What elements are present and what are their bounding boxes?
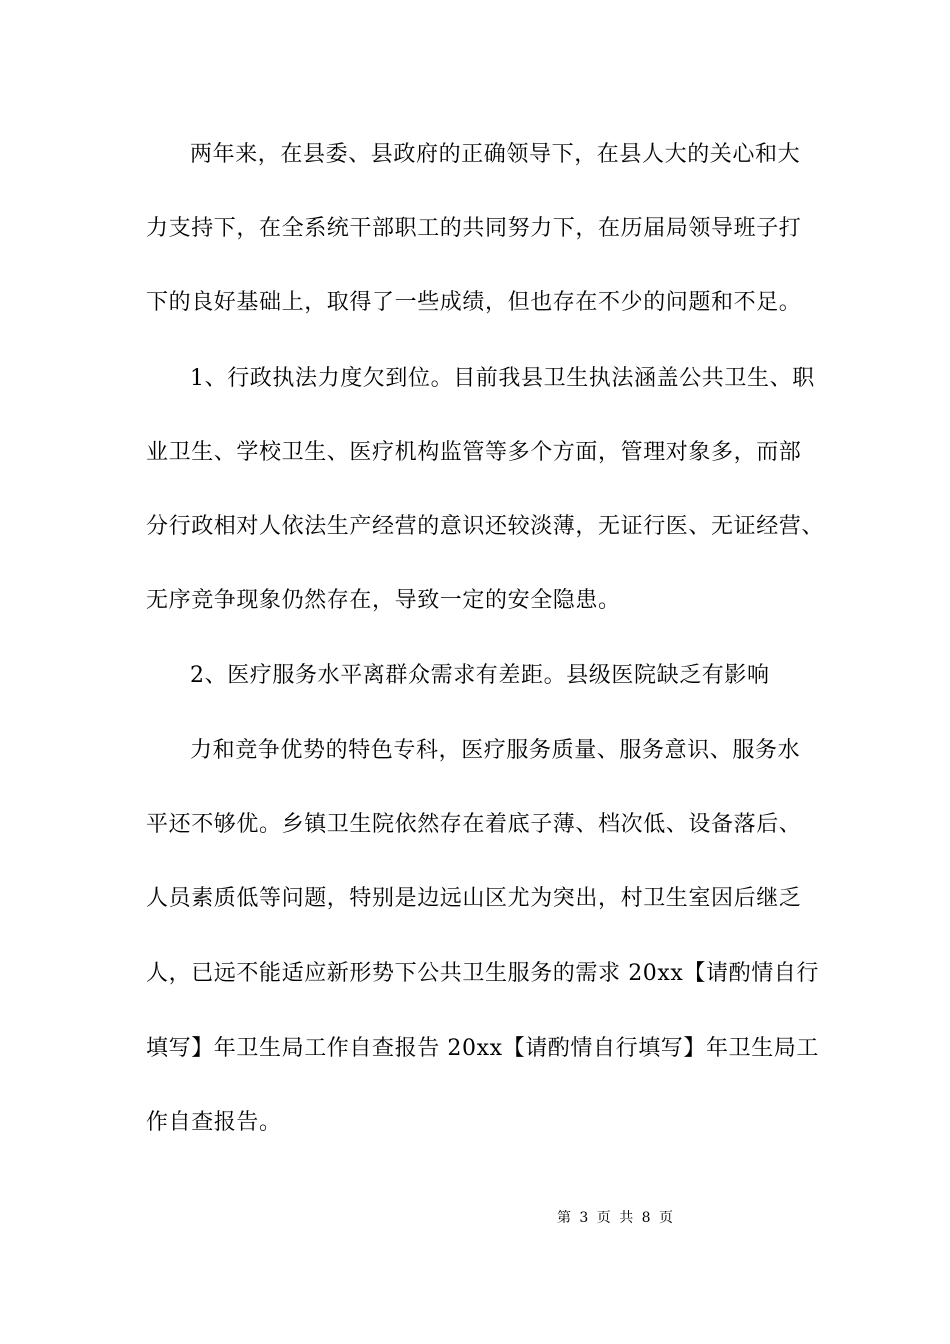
paragraph-4-line-3: 人员素质低等问题，特别是边远山区尤为突出，村卫生室因后继乏 (146, 886, 802, 911)
footer-label-gong: 共 (619, 1210, 634, 1226)
paragraph-3-line-1: 2、医疗服务水平离群众需求有差距。县级医院缺乏有影响 (190, 663, 770, 688)
footer-label-ye2: 页 (659, 1210, 674, 1226)
paragraph-4-line-1: 力和竞争优势的特色专科，医疗服务质量、服务意识、服务水 (190, 738, 801, 763)
paragraph-4-line-2: 平还不够优。乡镇卫生院依然存在着底子薄、档次低、设备落后、 (146, 812, 802, 837)
paragraph-4-line-4: 人，已远不能适应新形势下公共卫生服务的需求 20xx【请酌情自行 (146, 961, 820, 986)
footer-total-pages: 8 (641, 1210, 651, 1226)
footer-label-di: 第 (556, 1210, 571, 1226)
page-footer (0, 1208, 950, 1228)
paragraph-1-line-3: 下的良好基础上，取得了一些成绩，但也存在不少的问题和不足。 (146, 290, 802, 315)
paragraph-1-line-1: 两年来，在县委、县政府的正确领导下，在县人大的关心和大 (190, 142, 801, 167)
footer-current-page: 3 (579, 1210, 589, 1226)
paragraph-2-line-3: 分行政相对人依法生产经营的意识还较淡薄，无证行医、无证经营、 (146, 514, 825, 539)
paragraph-4-line-6: 作自查报告。 (146, 1110, 282, 1135)
paragraph-1-line-2: 力支持下，在全系统干部职工的共同努力下，在历届局领导班子打 (146, 216, 802, 241)
footer-label-ye: 页 (596, 1210, 611, 1226)
paragraph-4-line-5: 填写】年卫生局工作自查报告 20xx【请酌情自行填写】年卫生局工 (146, 1036, 820, 1061)
paragraph-2-line-4: 无序竞争现象仍然存在，导致一定的安全隐患。 (146, 588, 621, 613)
paragraph-2-line-1: 1、行政执法力度欠到位。目前我县卫生执法涵盖公共卫生、职 (190, 366, 815, 391)
paragraph-2-line-2: 业卫生、学校卫生、医疗机构监管等多个方面，管理对象多，而部 (146, 440, 802, 465)
